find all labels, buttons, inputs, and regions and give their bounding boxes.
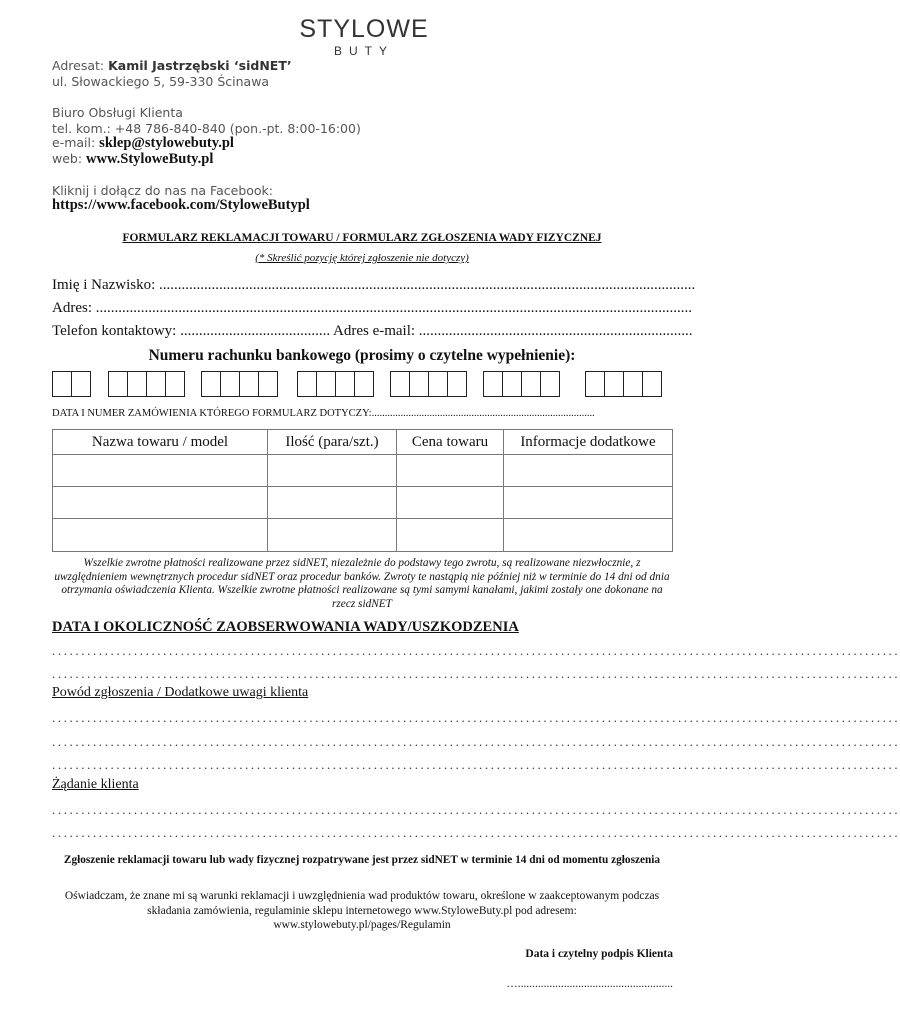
col-header-qty: Ilość (para/szt.)	[268, 430, 397, 455]
defect-line-1[interactable]: .................................................................................................................................................	[52, 643, 900, 658]
web-line	[52, 151, 213, 168]
bank-box-group-4[interactable]	[297, 371, 374, 397]
signature-line[interactable]: …......................................................	[506, 978, 673, 990]
demand-line-1[interactable]: .................................................................................................................................................	[52, 802, 900, 817]
order-field[interactable]: DATA I NUMER ZAMÓWIENIA KTÓREGO FORMULARZ DOTYCZY:.....................................................................................	[52, 408, 595, 419]
addressee-line	[52, 58, 292, 73]
phone-line: tel. kom.: +48 786-840-840 (pon.-pt. 8:00-16:00)	[52, 121, 361, 136]
defect-line-2[interactable]: .................................................................................................................................................	[52, 666, 900, 681]
phone-email-field[interactable]: Telefon kontaktowy: ........................................ Adres e-mail: .........................................................................	[52, 323, 693, 339]
bank-box-group-5[interactable]	[390, 371, 467, 397]
col-header-info: Informacje dodatkowe	[504, 430, 673, 455]
bank-box-group-7[interactable]	[585, 371, 662, 397]
reason-line-3[interactable]: .................................................................................................................................................	[52, 757, 900, 772]
signature-label: Data i czytelny podpis Klienta	[525, 948, 673, 960]
demand-line-2[interactable]: .................................................................................................................................................	[52, 825, 900, 840]
reason-line-1[interactable]: .................................................................................................................................................	[52, 710, 900, 725]
form-note: (* Skreślić pozycję której zgłoszenie nie dotyczy)	[255, 252, 469, 264]
col-header-name: Nazwa towaru / model	[53, 430, 268, 455]
bank-box-group-6[interactable]	[483, 371, 560, 397]
bank-box-group-3[interactable]	[201, 371, 278, 397]
reason-line-2[interactable]: .................................................................................................................................................	[52, 734, 900, 749]
email-link[interactable]: sklep@stylowebuty.pl	[99, 135, 234, 151]
table-header-row	[53, 430, 673, 455]
addressee-name: Kamil Jastrzębski ‘sidNET’	[108, 58, 292, 73]
office-line: Biuro Obsługi Klienta	[52, 105, 183, 120]
demand-heading: Żądanie klienta	[52, 777, 139, 792]
declaration-text: Oświadczam, że znane mi są warunki reklamacji i uwzględnienia wad produktów towaru, określone w zaakceptowanym podczas składania zamówienia, regulaminie sklepu internetowego www.StyloweButy.pl pod adresem: www.stylowebuty.pl/pages/Regulamin	[64, 890, 660, 931]
table-row[interactable]	[53, 455, 673, 487]
address-field[interactable]: Adres: ...............................................................................................................................................................	[52, 300, 692, 316]
name-field[interactable]: Imię i Nazwisko: ...............................................................................................................................................	[52, 277, 696, 293]
brand-logo	[294, 14, 434, 58]
web-link[interactable]: www.StyloweButy.pl	[86, 151, 214, 167]
reason-heading: Powód zgłoszenia / Dodatkowe uwagi klienta	[52, 685, 309, 700]
payment-note: Wszelkie zwrotne płatności realizowane przez sidNET, niezależnie do podstawy tego zwrotu, są realizowane niezwłocznie, z uwzględnieniem wewnętrznych procedur sidNET oraz procedur banków. Zwroty te nastąpią nie później niż w terminie do 14 dni od dnia otrzymania oświadczenia Klienta. Wszelkie zwrotne płatności realizowane są tymi samymi kanałami, jakimi zostały one dokonane na rzecz sidNET	[54, 557, 670, 610]
bank-heading: Numeru rachunku bankowego (prosimy o czytelne wypełnienie):	[148, 347, 576, 364]
logo-sub-text: BUTY	[333, 44, 394, 58]
table-row[interactable]	[53, 487, 673, 519]
form-title: FORMULARZ REKLAMACJI TOWARU / FORMULARZ ZGŁOSZENIA WADY FIZYCZNEJ	[122, 232, 602, 244]
email-line	[52, 135, 234, 152]
review-note: Zgłoszenie reklamacji towaru lub wady fizycznej rozpatrywane jest przez sidNET w terminie 14 dni od momentu zgłoszenia	[63, 854, 661, 866]
facebook-text: Kliknij i dołącz do nas na Facebook:	[52, 183, 273, 198]
table-row[interactable]	[53, 519, 673, 552]
logo-main-text: STYLOWE	[299, 15, 429, 43]
addressee-label: Adresat:	[52, 58, 109, 73]
bank-box-group-1[interactable]	[52, 371, 91, 397]
bank-box-group-2[interactable]	[108, 371, 185, 397]
col-header-price: Cena towaru	[397, 430, 504, 455]
items-table	[52, 429, 673, 552]
web-label: web:	[52, 151, 87, 166]
address-line: ul. Słowackiego 5, 59-330 Ścinawa	[52, 74, 270, 89]
defect-heading: DATA I OKOLICZNOŚĆ ZAOBSERWOWANIA WADY/USZKODZENIA	[52, 619, 519, 635]
facebook-link[interactable]: https://www.facebook.com/StyloweButypl	[52, 197, 310, 213]
email-label: e-mail:	[52, 135, 100, 150]
